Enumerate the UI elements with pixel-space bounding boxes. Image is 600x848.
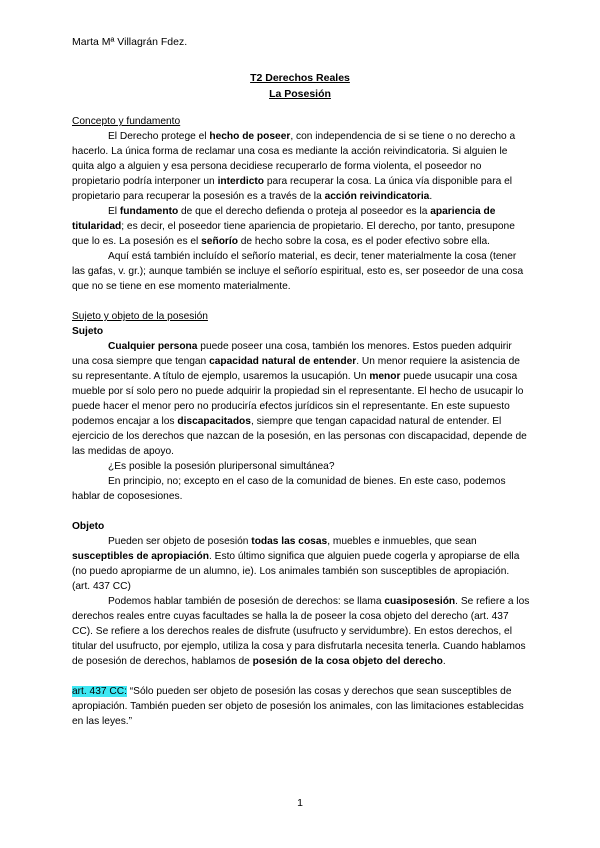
page-number: 1 xyxy=(297,797,303,809)
spacer xyxy=(72,669,530,684)
document-body xyxy=(72,114,530,729)
paragraph-concepto-3: Aquí está también incluído el señorío material, es decir, tener materialmente la cosa (tener las gafas, v. gr.); aunque también se incluye el señorío espiritual, esto es, ser poseedor de una cosa que no se tiene en ese momento materialmente. xyxy=(72,251,524,292)
author-header: Marta Mª Villagrán Fdez. xyxy=(72,36,188,48)
paragraph-sujeto-answer: En principio, no; excepto en el caso de la comunidad de bienes. En este caso, podemos hablar de coposesiones. xyxy=(72,476,506,502)
legal-quote: art. 437 CC: “Sólo pueden ser objeto de posesión las cosas y derechos que sean susceptibles de apropiación. También pueden ser objeto de posesión los animales, con las limitaciones establecidas en las leyes.” xyxy=(72,686,524,727)
paragraph-objeto-1: Pueden ser objeto de posesión todas las cosas, muebles e inmuebles, que sean susceptibles de apropiación. Esto último significa que alguien puede cogerla y apropiarse de ella (no puedo apropiarme de un alumno, ie). Los animales también son susceptibles de apropiación. (art. 437 CC) xyxy=(72,536,520,592)
title-line-1: T2 Derechos Reales xyxy=(250,72,350,84)
spacer xyxy=(72,504,530,519)
paragraph-sujeto-question: ¿Es posible la posesión pluripersonal simultánea? xyxy=(108,461,335,472)
paragraph-concepto-1: El Derecho protege el hecho de poseer, con independencia de si se tiene o no derecho a hacerlo. La única forma de reclamar una cosa es mediante la acción reivindicatoria. Si alguien le quita algo a alguien y esa persona decidiese recuperarlo de forma violenta, el poseedor no propietario podría interponer un interdicto para recuperar la cosa. La única vía disponible para el propietario para recuperar la posesión es a través de la acción reivindicatoria. xyxy=(72,131,516,202)
paragraph-sujeto-1: Cualquier persona puede poseer una cosa, también los menores. Estos pueden adquirir una cosa siempre que tengan capacidad natural de entender. Un menor requiere la asistencia de su representante. A título de ejemplo, usaremos la usucapión. Un menor puede usucapir una cosa mueble por sí solo pero no puede adquirir la propiedad sin el representante. El hecho de usucapir lo puede hacer el menor pero no produciría efectos jurídicos sin el representante. En este supuesto podemos encajar a los discapacitados, siempre que tengan capacidad natural de entender. El ejercicio de los derechos que nazcan de la posesión, en las personas con discapacidad, depende de las medidas de apoyo. xyxy=(72,341,527,457)
title-line-2: La Posesión xyxy=(269,88,331,100)
document-title xyxy=(0,70,600,102)
article-reference-highlight: art. 437 CC: xyxy=(72,686,127,697)
heading-sujeto: Sujeto xyxy=(72,326,104,337)
paragraph-concepto-2: El fundamento de que el derecho defienda o proteja al poseedor es la apariencia de titularidad; es decir, el poseedor tiene apariencia de propietario. El derecho, por tanto, presupone que lo es. La posesión es el señorío de hecho sobre la cosa, es el poder efectivo sobre ella. xyxy=(72,206,515,247)
heading-sujeto-objeto: Sujeto y objeto de la posesión xyxy=(72,311,208,322)
heading-concepto: Concepto y fundamento xyxy=(72,116,181,127)
paragraph-objeto-2: Podemos hablar también de posesión de derechos: se llama cuasiposesión. Se refiere a los derechos reales entre cuyas facultades se halla la de poseer la cosa objeto del derecho (art. 437 CC). Se refiere a los derechos reales de disfrute (usufructo y servidumbre). En estos derechos, el titular del usufructo, por ejemplo, utiliza la cosa y para disfrutarla necesita tenerla. Cuando hablamos de posesión de derechos, hablamos de posesión de la cosa objeto del derecho. xyxy=(72,596,530,667)
heading-objeto: Objeto xyxy=(72,521,105,532)
spacer xyxy=(72,294,530,309)
